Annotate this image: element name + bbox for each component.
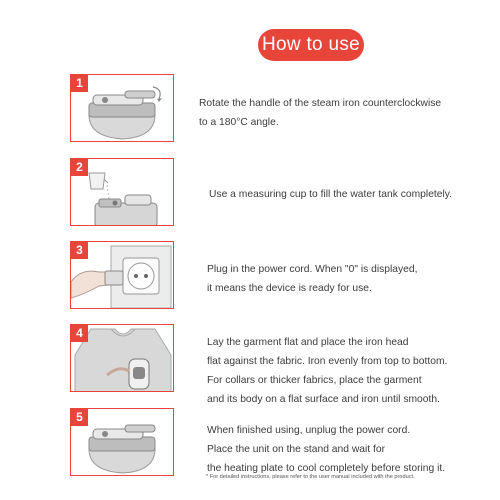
step-4-text: [207, 333, 447, 409]
step-3-line: it means the device is ready for use.: [207, 283, 372, 294]
step-1-line: to a 180°C angle.: [199, 117, 279, 128]
step-2-line: Use a measuring cup to fill the water tank completely.: [209, 189, 453, 200]
page-title: How to use: [258, 29, 364, 61]
step-4-line: flat against the fabric. Iron evenly from top to bottom.: [207, 356, 448, 367]
step-4-line: and its body on a flat surface and iron until smooth.: [207, 394, 440, 405]
step-number: 3: [71, 242, 88, 259]
step-4-illustration: [70, 324, 174, 392]
step-3-illustration: [70, 241, 174, 309]
step-5-text: [207, 421, 445, 478]
step-number: 1: [71, 75, 88, 92]
step-3-line: Plug in the power cord. When "0" is displayed,: [207, 264, 418, 275]
step-3-text: [207, 260, 418, 298]
step-4-line: Lay the garment flat and place the iron head: [207, 337, 409, 348]
step-1-text: [199, 94, 441, 132]
step-4-line: For collars or thicker fabrics, place the garment: [207, 375, 422, 386]
step-5-line: Place the unit on the stand and wait for: [207, 444, 386, 455]
step-2-illustration: [70, 158, 174, 226]
step-1-illustration: [70, 74, 174, 142]
step-number: 5: [71, 409, 88, 426]
step-5-line: When finished using, unplug the power cord.: [207, 425, 411, 436]
step-number: 2: [71, 159, 88, 176]
step-5-illustration: [70, 408, 174, 476]
step-number: 4: [71, 325, 88, 342]
footnote: * For detailed instructions, please refer to the user manual included with the product.: [206, 474, 415, 480]
step-2-text: [209, 185, 452, 204]
step-1-line: Rotate the handle of the steam iron counterclockwise: [199, 98, 442, 109]
step-5-line: the heating plate to cool completely before storing it.: [207, 463, 446, 474]
